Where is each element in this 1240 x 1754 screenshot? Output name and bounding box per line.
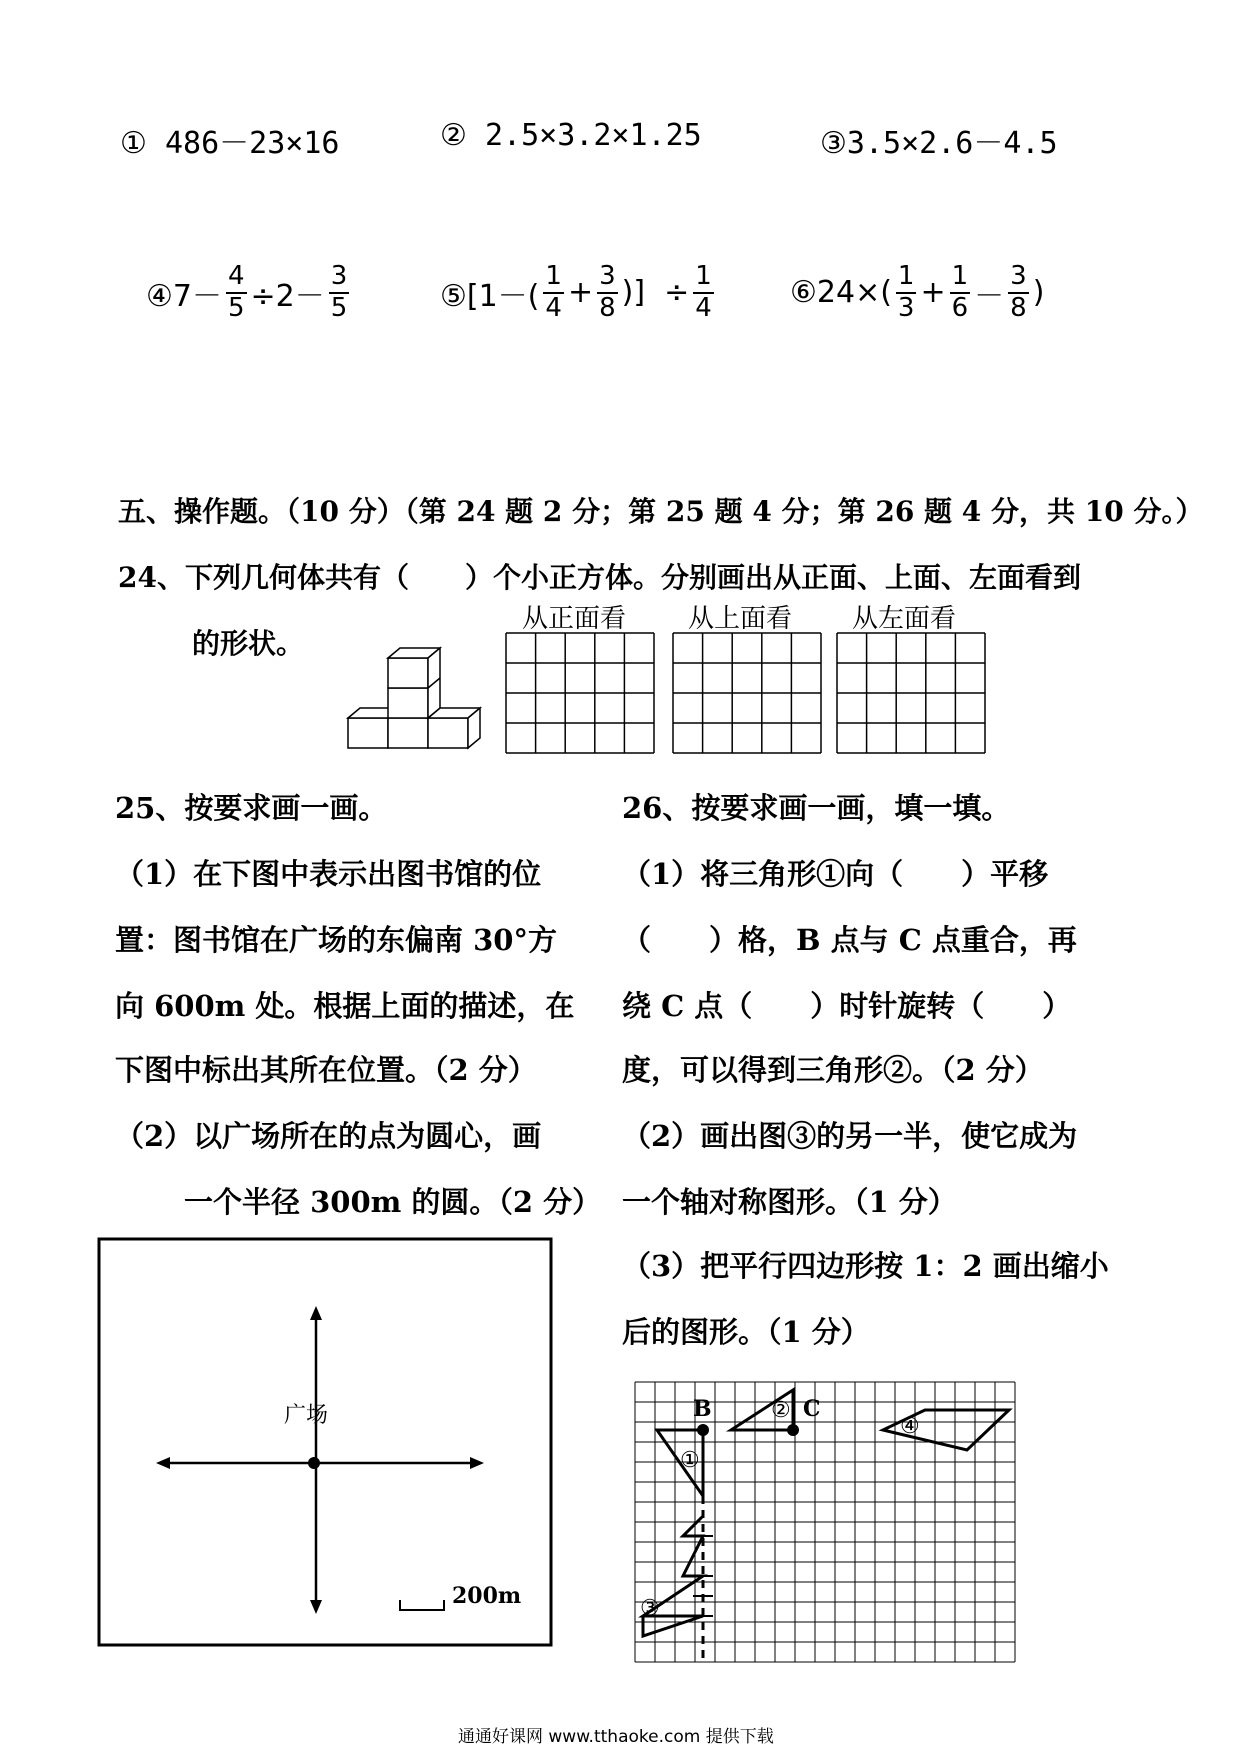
q25-p2-line-2: 一个半径 300m 的圆。（2 分） — [184, 1185, 602, 1219]
point-c-label: C — [803, 1396, 821, 1422]
expr6-suffix: ) — [1032, 275, 1045, 311]
q25-p1-line-2: 置：图书馆在广场的东偏南 30°方 — [115, 923, 557, 957]
expr6-prefix: ⑥24×( — [790, 275, 892, 311]
expression-6 — [790, 262, 1044, 324]
q26-p1-line-3: 绕 C 点（ ）时针旋转（ ） — [622, 989, 1072, 1023]
expression-5 — [440, 262, 718, 324]
expr4-fraction-2: $\frac{3}{5}$ — [330, 261, 348, 323]
expression-3: ③3.5×2.6－4.5 — [820, 126, 1058, 161]
section-5-heading: 五、操作题。（10 分）（第 24 题 2 分；第 25 题 4 分；第 26 题 4 分，共 10 分。） — [118, 495, 1204, 528]
view-label-top: 从上面看 — [688, 604, 793, 634]
expr4-prefix: ④7－ — [146, 278, 222, 314]
expr4-mid: ÷2－ — [250, 278, 325, 314]
view-label-left: 从左面看 — [852, 604, 957, 634]
q26-grid[interactable] — [635, 1382, 1031, 1662]
expr5-mid: + — [567, 275, 594, 311]
expr5-fraction-1: $\frac{1}{4}$ — [545, 261, 562, 323]
q24-line-1: 24、下列几何体共有（ ）个小正方体。分别画出从正面、上面、左面看到 — [118, 561, 1081, 594]
q26-p1-line-2: （ ）格，B 点与 C 点重合，再 — [622, 923, 1077, 957]
expression-4 — [146, 262, 353, 324]
point-b-label: B — [693, 1396, 712, 1422]
q24-line-2: 的形状。 — [192, 627, 305, 660]
triangle-2-label: ② — [771, 1398, 791, 1423]
front-view-grid[interactable] — [505, 632, 655, 754]
expression-2: ② 2.5×3.2×1.25 — [440, 118, 702, 153]
expr4-fraction-1: $\frac{4}{5}$ — [227, 261, 245, 323]
expr6-mid2: － — [974, 278, 1005, 314]
expr5-fraction-3: $\frac{1}{4}$ — [695, 261, 712, 323]
expr5-fraction-2: $\frac{3}{8}$ — [599, 261, 616, 323]
expression-1: ① 486－23×16 — [120, 126, 340, 161]
footer-text: 通通好课网 www.tthaoke.com 提供下载 — [458, 1727, 774, 1747]
cube-figure — [340, 650, 490, 760]
expr6-fraction-3: $\frac{3}{8}$ — [1010, 261, 1027, 323]
view-label-front: 从正面看 — [522, 604, 627, 634]
q26-title: 26、按要求画一画，填一填。 — [622, 791, 1011, 825]
top-view-grid[interactable] — [672, 632, 822, 754]
q25-p2-line-1: （2）以广场所在的点为圆心，画 — [115, 1119, 542, 1153]
parallelogram-4-label: ④ — [900, 1414, 920, 1439]
q26-p2-line-1: （2）画出图③的另一半，使它成为 — [622, 1119, 1078, 1153]
q26-p3-line-2: 后的图形。（1 分） — [622, 1315, 870, 1349]
expr6-mid: + — [920, 275, 946, 311]
expr6-fraction-2: $\frac{1}{6}$ — [951, 261, 969, 323]
q26-p3-line-1: （3）把平行四边形按 1：2 画出缩小 — [622, 1249, 1109, 1283]
q25-p1-line-4: 下图中标出其所在位置。（2 分） — [115, 1053, 537, 1087]
q26-p1-line-4: 度，可以得到三角形②。（2 分） — [622, 1053, 1044, 1087]
triangle-1-label: ① — [680, 1448, 700, 1473]
q26-p1-line-1: （1）将三角形①向（ ）平移 — [622, 857, 1049, 891]
expr5-mid2: )] ÷ — [621, 275, 690, 311]
q26-p2-line-2: 一个轴对称图形。（1 分） — [622, 1185, 957, 1219]
scale-label: 200m — [452, 1583, 522, 1609]
figure-3-label: ③ — [640, 1596, 660, 1621]
expr6-fraction-1: $\frac{1}{3}$ — [897, 261, 915, 323]
q25-p1-line-3: 向 600m 处。根据上面的描述，在 — [115, 989, 575, 1023]
q25-title: 25、按要求画一画。 — [115, 791, 388, 825]
left-view-grid[interactable] — [836, 632, 986, 754]
plaza-label: 广场 — [284, 1403, 329, 1428]
q25-p1-line-1: （1）在下图中表示出图书馆的位 — [115, 857, 542, 891]
expr5-prefix: ⑤[1－( — [440, 278, 540, 314]
